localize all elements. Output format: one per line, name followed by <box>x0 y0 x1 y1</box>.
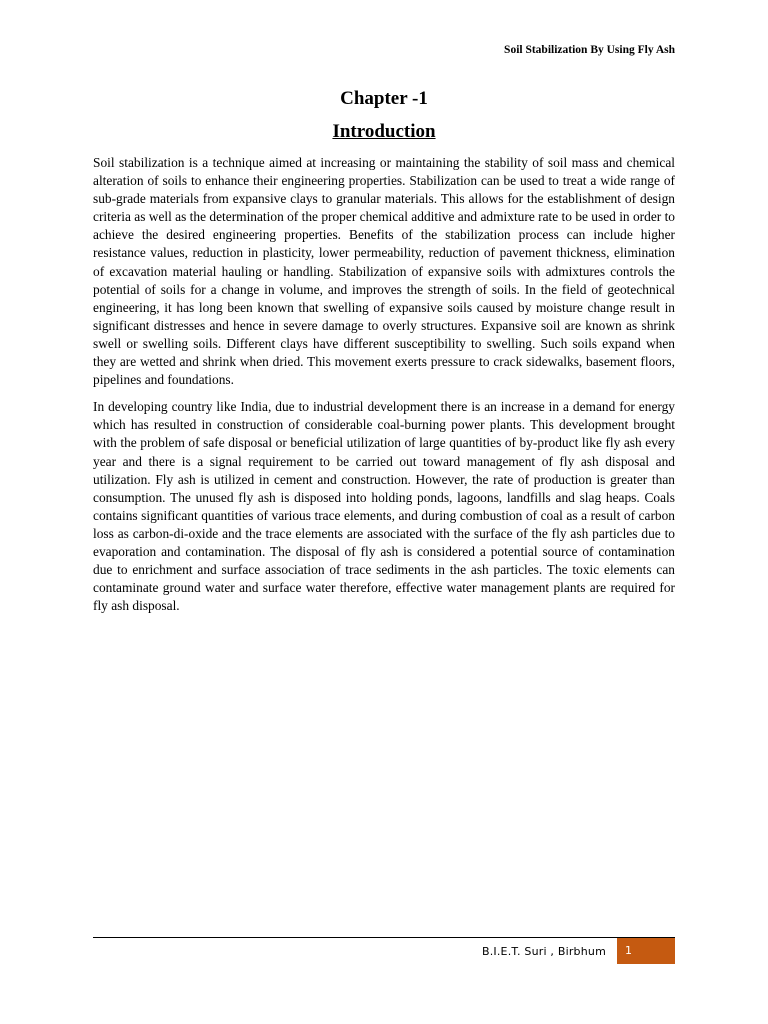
page-number: 1 <box>625 944 632 957</box>
running-header: Soil Stabilization By Using Fly Ash <box>504 44 675 56</box>
paragraph-2: In developing country like India, due to industrial development there is an increase in a demand for energy which has resulted in construction of considerable coal-burning power plants. This development brought with the problem of safe disposal or beneficial utilization of large quantities of by-product like fly ash every year and there is a signal requirement to be carried out toward management of fly ash disposal and utilization. Fly ash is utilized in cement and construction. However, the rate of production is greater than consumption. The unused fly ash is disposed into holding ponds, lagoons, landfills and slag heaps. Coals contains significant quantities of various trace elements, and during combustion of coal as a result of carbon loss as carbon-di-oxide and the trace elements are associated with the surface of the fly ash particles due to evaporation and contamination. The disposal of fly ash is considered a potential source of contamination due to enrichment and surface association of trace sediments in the ash particles. The toxic elements can contaminate ground water and surface water therefore, effective water management plants are required for fly ash disposal. <box>93 399 675 614</box>
footer-divider <box>93 937 675 938</box>
paragraph-1: Soil stabilization is a technique aimed at increasing or maintaining the stability of soil mass and chemical alteration of soils to enhance their engineering properties. Stabilization can be used to treat a wide range of sub-grade materials from expansive clays to granular materials. This allows for the establishment of design criteria as well as the determination of the proper chemical additive and admixture rate to be used in order to achieve the desired engineering properties. Benefits of the stabilization process can include higher resistance values, reduction in plasticity, lower permeability, reduction of pavement thickness, elimination of excavation material hauling or handling. Stabilization of expansive soils with admixtures controls the potential of soils for a change in volume, and improves the strength of soils. In the field of geotechnical engineering, it has long been known that swelling of expansive soils caused by moisture change result in significant distresses and hence in severe damage to overly structures. Expansive soil are known as shrink swell or swelling soils. Different clays have different susceptibility to swelling. Such soils expand when they are wetted and shrink when dried. This movement exerts pressure to crack sidewalks, basement floors, pipelines and foundations. <box>93 155 675 388</box>
chapter-number: Chapter -1 <box>340 88 428 109</box>
page-number-badge <box>617 938 675 964</box>
footer-institution: B.I.E.T. Suri , Birbhum <box>481 945 606 958</box>
body-text <box>93 154 675 624</box>
chapter-title: Introduction <box>332 121 436 142</box>
